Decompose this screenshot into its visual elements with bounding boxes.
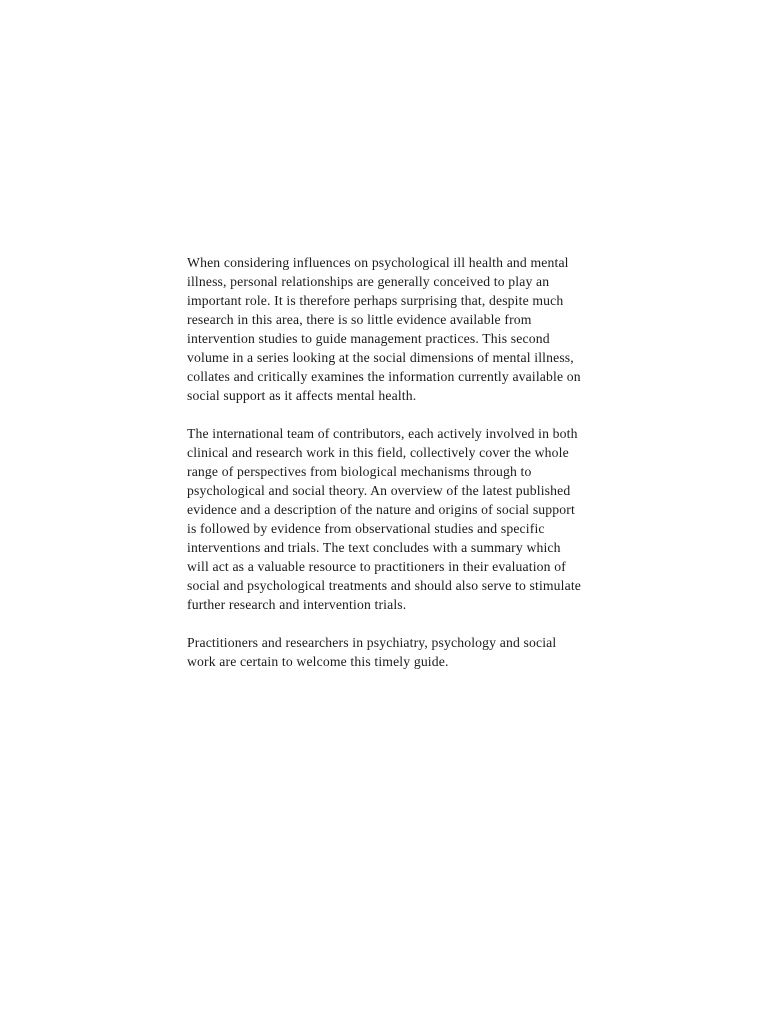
text-line: will act as a valuable resource to practitioners in their evaluation of [187, 559, 566, 574]
text-line: evidence and a description of the nature and origins of social support [187, 502, 575, 517]
text-line: collates and critically examines the information currently available on [187, 369, 581, 384]
text-line: intervention studies to guide management practices. This second [187, 331, 550, 346]
text-line: volume in a series looking at the social dimensions of mental illness, [187, 350, 574, 365]
text-line: illness, personal relationships are generally conceived to play an [187, 274, 550, 289]
text-line: psychological and social theory. An overview of the latest published [187, 483, 571, 498]
text-line: The international team of contributors, each actively involved in both [187, 426, 578, 441]
text-line: interventions and trials. The text concludes with a summary which [187, 540, 561, 555]
text-line: research in this area, there is so little evidence available from [187, 312, 532, 327]
paragraph-1 [187, 253, 659, 405]
paragraph-3 [187, 633, 659, 671]
text-line: range of perspectives from biological mechanisms through to [187, 464, 532, 479]
text-line: social and psychological treatments and should also serve to stimulate [187, 578, 582, 593]
text-line: work are certain to welcome this timely guide. [187, 654, 449, 669]
text-line: is followed by evidence from observational studies and specific [187, 521, 545, 536]
blurb-text [187, 253, 659, 690]
text-line: further research and intervention trials. [187, 597, 407, 612]
text-line: When considering influences on psychological ill health and mental [187, 255, 569, 270]
text-line: social support as it affects mental health. [187, 388, 417, 403]
paragraph-2 [187, 424, 659, 614]
text-line: important role. It is therefore perhaps surprising that, despite much [187, 293, 564, 308]
text-line: clinical and research work in this field, collectively cover the whole [187, 445, 569, 460]
text-line: Practitioners and researchers in psychiatry, psychology and social [187, 635, 557, 650]
